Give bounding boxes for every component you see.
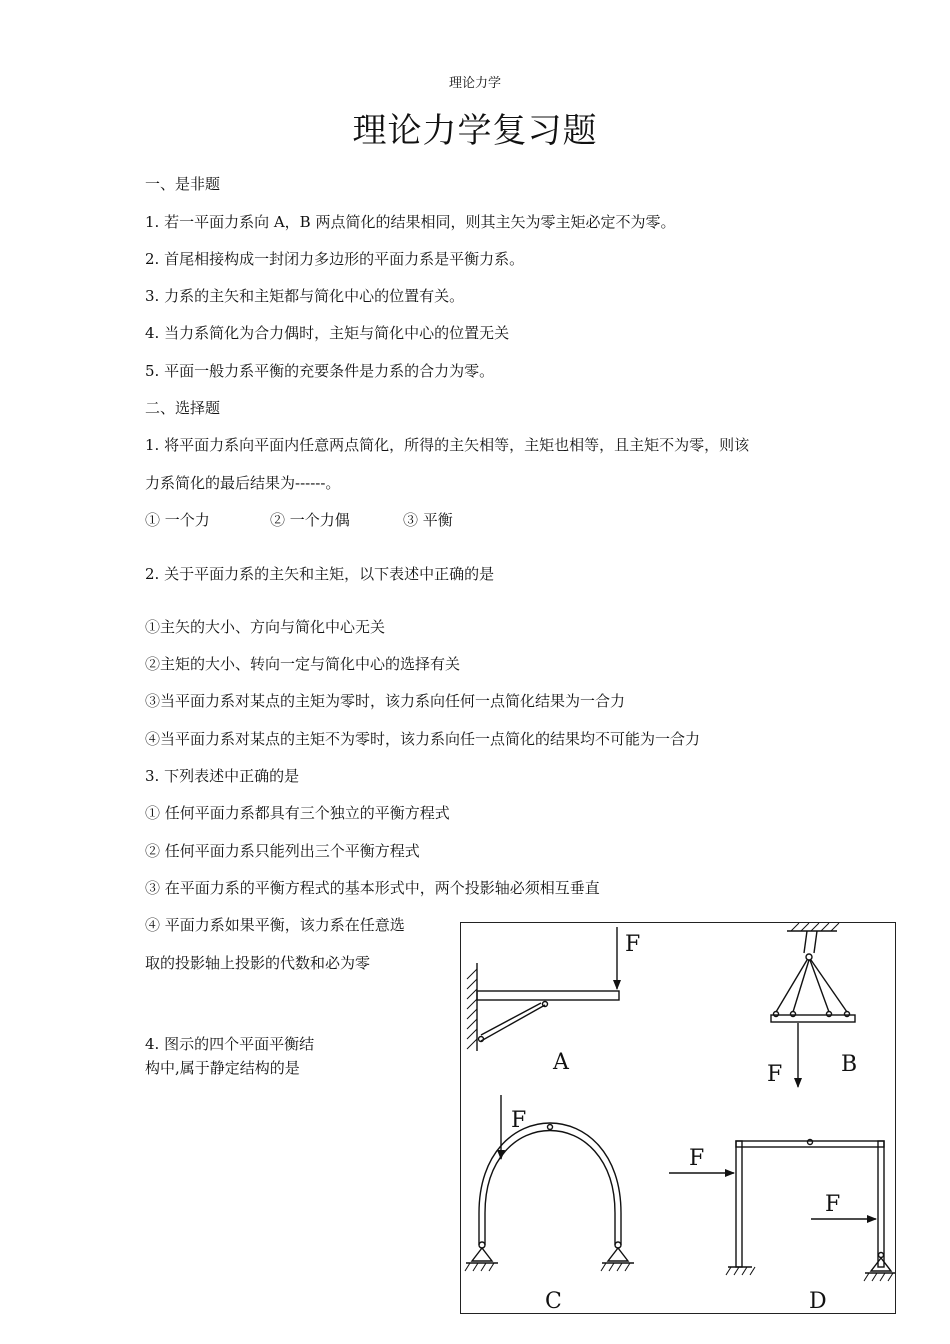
force-label-d2: F [825,1192,841,1217]
q2-stem: 2. 关于平面力系的主矢和主矩，以下表述中正确的是 [145,565,495,583]
q1-stem-line1: 1. 将平面力系向平面内任意两点简化，所得的主矢相等，主矩也相等，且主矩不为零，则该 [145,436,750,454]
section2-heading: 二、选择题 [145,399,221,417]
q3-option-2: ② 任何平面力系只能列出三个平衡方程式 [145,842,420,860]
tf-item-4: 4. 当力系简化为合力偶时，主矩与简化中心的位置无关 [145,324,510,342]
tf-item-2: 2. 首尾相接构成一封闭力多边形的平面力系是平衡力系。 [145,250,525,268]
q3-option-4-line1: ④ 平面力系如果平衡，该力系在任意选 [145,916,405,934]
q3-option-1: ① 任何平面力系都具有三个独立的平衡方程式 [145,804,450,822]
section1-heading: 一、是非题 [145,175,221,193]
tf-item-1: 1. 若一平面力系向 A，B 两点简化的结果相同，则其主矢为零主矩必定不为零。 [145,213,676,231]
tf-item-3: 3. 力系的主矢和主矩都与简化中心的位置有关。 [145,287,465,305]
page-title: 理论力学复习题 [352,111,598,151]
q3-option-4-line2: 取的投影轴上投影的代数和必为零 [145,954,371,972]
structure-a [467,927,619,1051]
q2-option-3: ③当平面力系对某点的主矩为零时，该力系向任何一点简化结果为一合力 [145,692,626,710]
page-header: 理论力学 [448,76,501,91]
label-d: D [809,1289,827,1313]
q1-option-3: ③ 平衡 [403,511,453,529]
force-label-c: F [511,1108,527,1133]
label-a: A [553,1050,569,1075]
tf-item-5: 5. 平面一般力系平衡的充要条件是力系的合力为零。 [145,362,495,380]
q1-option-1: ① 一个力 [145,511,210,529]
label-b: B [841,1052,858,1077]
q2-option-4: ④当平面力系对某点的主矩不为零时，该力系向任一点简化的结果均不可能为一合力 [145,730,701,748]
q3-option-3: ③ 在平面力系的平衡方程式的基本形式中，两个投影轴必须相互垂直 [145,879,600,897]
structures-diagram [461,923,895,1313]
q2-option-2: ②主矩的大小、转向一定与简化中心的选择有关 [145,655,461,673]
force-label-a: F [625,932,641,957]
structure-c [465,1095,634,1271]
label-c: C [545,1289,562,1313]
structures-figure [460,922,896,1314]
q4-stem-line2: 构中,属于静定结构的是 [145,1059,300,1077]
q4-stem-line1: 4. 图示的四个平面平衡结 [145,1035,315,1053]
q3-stem: 3. 下列表述中正确的是 [145,767,300,785]
q1-option-2: ② 一个力偶 [270,511,350,529]
q1-stem-line2: 力系简化的最后结果为------。 [145,474,341,492]
q2-option-1: ①主矢的大小、方向与简化中心无关 [145,618,386,636]
force-label-b: F [767,1062,783,1087]
force-label-d1: F [689,1146,705,1171]
